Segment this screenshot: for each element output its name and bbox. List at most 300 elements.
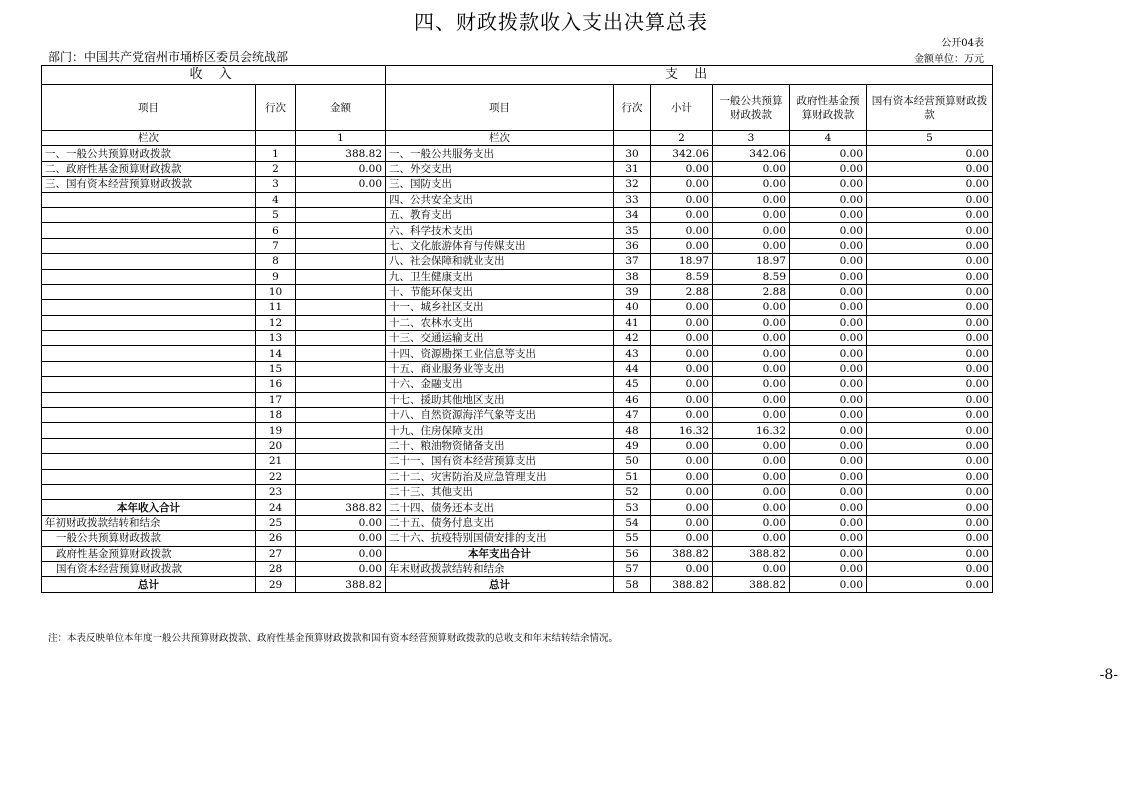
expense-line-cell: 30 [614,146,651,161]
general-budget-cell: 0.00 [713,223,790,238]
state-capital-budget-cell: 0.00 [867,423,993,438]
income-line-cell: 18 [256,408,296,423]
income-amount-cell [296,346,386,361]
income-item-cell [42,392,256,407]
lanci-col-3: 3 [713,131,790,146]
income-line-cell: 23 [256,484,296,499]
table-row [42,408,993,423]
income-item-cell [42,484,256,499]
table-row [42,423,993,438]
general-budget-cell: 0.00 [713,315,790,330]
expense-line-cell: 50 [614,454,651,469]
fund-budget-cell: 0.00 [790,177,867,192]
table-row [42,454,993,469]
subtotal-cell: 0.00 [651,223,713,238]
state-capital-budget-cell: 0.00 [867,192,993,207]
fund-budget-cell: 0.00 [790,146,867,161]
expense-line-cell: 54 [614,515,651,530]
income-line-cell: 15 [256,361,296,376]
income-item-cell: 总计 [42,577,256,592]
subtotal-cell: 0.00 [651,484,713,499]
state-capital-budget-cell: 0.00 [867,300,993,315]
fund-budget-cell: 0.00 [790,515,867,530]
income-amount-cell [296,438,386,453]
table-row [42,546,993,561]
expense-line-cell: 53 [614,500,651,515]
expense-line-cell: 31 [614,161,651,176]
amount-unit-label: 金额单位：万元 [914,54,984,65]
header-expense-item: 项目 [386,85,614,131]
department-label: 部门：中国共产党宿州市埇桥区委员会统战部 [48,50,289,64]
subtotal-cell: 0.00 [651,315,713,330]
general-budget-cell: 0.00 [713,469,790,484]
lanci-col-1: 1 [296,131,386,146]
table-row [42,300,993,315]
income-item-cell: 一般公共预算财政拨款 [42,531,256,546]
subtotal-cell: 16.32 [651,423,713,438]
state-capital-budget-cell: 0.00 [867,269,993,284]
state-capital-budget-cell: 0.00 [867,315,993,330]
table-row [42,361,993,376]
expense-line-cell: 43 [614,346,651,361]
header-state-capital-budget: 国有资本经营预算财政拨款 [867,85,993,131]
income-line-cell: 13 [256,331,296,346]
income-amount-cell [296,408,386,423]
state-capital-budget-cell: 0.00 [867,392,993,407]
expense-item-cell: 十三、交通运输支出 [386,331,614,346]
expense-item-cell: 二十五、债务付息支出 [386,515,614,530]
expense-item-cell: 二十三、其他支出 [386,484,614,499]
expense-item-cell: 一、一般公共服务支出 [386,146,614,161]
lanci-blank-left [256,131,296,146]
table-row [42,254,993,269]
table-row [42,315,993,330]
fund-budget-cell: 0.00 [790,454,867,469]
general-budget-cell: 388.82 [713,546,790,561]
income-item-cell: 政府性基金预算财政拨款 [42,546,256,561]
income-item-cell [42,454,256,469]
income-line-cell: 27 [256,546,296,561]
subtotal-cell: 342.06 [651,146,713,161]
subtotal-cell: 0.00 [651,192,713,207]
general-budget-cell: 8.59 [713,269,790,284]
income-amount-cell [296,454,386,469]
expense-line-cell: 41 [614,315,651,330]
general-budget-cell: 0.00 [713,561,790,576]
income-line-cell: 16 [256,377,296,392]
expense-item-cell: 本年支出合计 [386,546,614,561]
general-budget-cell: 0.00 [713,331,790,346]
income-line-cell: 25 [256,515,296,530]
income-item-cell: 国有资本经营预算财政拨款 [42,561,256,576]
income-item-cell [42,300,256,315]
expense-item-cell: 十五、商业服务业等支出 [386,361,614,376]
income-amount-cell [296,192,386,207]
general-budget-cell: 0.00 [713,161,790,176]
income-line-cell: 12 [256,315,296,330]
income-line-cell: 11 [256,300,296,315]
general-budget-cell: 16.32 [713,423,790,438]
lanci-blank-right [614,131,651,146]
income-amount-cell [296,223,386,238]
header-fund-budget: 政府性基金预算财政拨款 [790,85,867,131]
expense-item-cell: 八、社会保障和就业支出 [386,254,614,269]
subtotal-cell: 0.00 [651,561,713,576]
income-amount-cell: 0.00 [296,177,386,192]
income-amount-cell [296,377,386,392]
expense-line-cell: 49 [614,438,651,453]
general-budget-cell: 0.00 [713,392,790,407]
table-row [42,223,993,238]
income-line-cell: 6 [256,223,296,238]
general-budget-cell: 0.00 [713,238,790,253]
lanci-col-2: 2 [651,131,713,146]
state-capital-budget-cell: 0.00 [867,254,993,269]
income-line-cell: 26 [256,531,296,546]
income-line-cell: 1 [256,146,296,161]
subtotal-cell: 8.59 [651,269,713,284]
expense-line-cell: 32 [614,177,651,192]
expense-item-cell: 年末财政拨款结转和结余 [386,561,614,576]
form-number: 公开04表 [941,38,984,49]
expense-item-cell: 十一、城乡社区支出 [386,300,614,315]
section-header-row [42,66,993,85]
state-capital-budget-cell: 0.00 [867,484,993,499]
income-line-cell: 29 [256,577,296,592]
state-capital-budget-cell: 0.00 [867,561,993,576]
expense-line-cell: 55 [614,531,651,546]
income-line-cell: 20 [256,438,296,453]
expense-item-cell: 十八、自然资源海洋气象等支出 [386,408,614,423]
subtotal-cell: 18.97 [651,254,713,269]
expense-item-cell: 二十四、债务还本支出 [386,500,614,515]
income-item-cell [42,377,256,392]
finance-table [41,65,993,593]
fund-budget-cell: 0.00 [790,223,867,238]
income-section-header: 收 入 [42,66,386,85]
table-row [42,438,993,453]
general-budget-cell: 0.00 [713,454,790,469]
income-amount-cell: 0.00 [296,515,386,530]
state-capital-budget-cell: 0.00 [867,408,993,423]
table-row [42,392,993,407]
income-line-cell: 9 [256,269,296,284]
income-line-cell: 10 [256,284,296,299]
income-amount-cell: 0.00 [296,546,386,561]
income-item-cell [42,223,256,238]
page-number: -8- [1099,667,1118,683]
table-row [42,207,993,222]
state-capital-budget-cell: 0.00 [867,454,993,469]
lanci-col-5: 5 [867,131,993,146]
income-item-cell [42,254,256,269]
income-line-cell: 8 [256,254,296,269]
footnote: 注：本表反映单位本年度一般公共预算财政拨款、政府性基金预算财政拨款和国有资本经营预算财政拨款的总收支和年末结转结余情况。 [48,633,619,644]
expense-line-cell: 48 [614,423,651,438]
subtotal-cell: 0.00 [651,392,713,407]
fund-budget-cell: 0.00 [790,377,867,392]
table-row [42,161,993,176]
expense-item-cell: 三、国防支出 [386,177,614,192]
income-line-cell: 7 [256,238,296,253]
general-budget-cell: 0.00 [713,346,790,361]
income-amount-cell: 388.82 [296,500,386,515]
income-item-cell [42,269,256,284]
income-amount-cell [296,469,386,484]
expense-line-cell: 45 [614,377,651,392]
general-budget-cell: 0.00 [713,300,790,315]
income-line-cell: 21 [256,454,296,469]
income-amount-cell [296,315,386,330]
income-amount-cell [296,361,386,376]
income-amount-cell [296,331,386,346]
state-capital-budget-cell: 0.00 [867,577,993,592]
general-budget-cell: 0.00 [713,408,790,423]
expense-line-cell: 47 [614,408,651,423]
state-capital-budget-cell: 0.00 [867,531,993,546]
subtotal-cell: 0.00 [651,238,713,253]
income-item-cell [42,408,256,423]
fund-budget-cell: 0.00 [790,392,867,407]
income-amount-cell [296,300,386,315]
income-line-cell: 24 [256,500,296,515]
fund-budget-cell: 0.00 [790,192,867,207]
income-line-cell: 3 [256,177,296,192]
subtotal-cell: 0.00 [651,161,713,176]
fund-budget-cell: 0.00 [790,346,867,361]
expense-line-cell: 42 [614,331,651,346]
header-subtotal: 小计 [651,85,713,131]
income-item-cell: 本年收入合计 [42,500,256,515]
fund-budget-cell: 0.00 [790,284,867,299]
income-amount-cell: 0.00 [296,531,386,546]
income-amount-cell [296,284,386,299]
state-capital-budget-cell: 0.00 [867,331,993,346]
expense-line-cell: 36 [614,238,651,253]
income-line-cell: 2 [256,161,296,176]
page-title: 四、财政拨款收入支出决算总表 [414,10,708,34]
header-general-budget: 一般公共预算财政拨款 [713,85,790,131]
income-amount-cell [296,269,386,284]
table-row [42,146,993,161]
expense-item-cell: 总计 [386,577,614,592]
subtotal-cell: 0.00 [651,500,713,515]
subtotal-cell: 0.00 [651,300,713,315]
table-row [42,269,993,284]
expense-item-cell: 四、公共安全支出 [386,192,614,207]
state-capital-budget-cell: 0.00 [867,361,993,376]
fund-budget-cell: 0.00 [790,561,867,576]
table-row [42,177,993,192]
table-row [42,561,993,576]
table-row [42,531,993,546]
general-budget-cell: 0.00 [713,207,790,222]
table-row [42,515,993,530]
subtotal-cell: 0.00 [651,177,713,192]
income-amount-cell [296,254,386,269]
income-item-cell [42,438,256,453]
fund-budget-cell: 0.00 [790,423,867,438]
subtotal-cell: 0.00 [651,408,713,423]
general-budget-cell: 0.00 [713,531,790,546]
general-budget-cell: 18.97 [713,254,790,269]
general-budget-cell: 2.88 [713,284,790,299]
state-capital-budget-cell: 0.00 [867,500,993,515]
income-amount-cell [296,484,386,499]
income-amount-cell [296,238,386,253]
fund-budget-cell: 0.00 [790,577,867,592]
subtotal-cell: 0.00 [651,377,713,392]
subtotal-cell: 0.00 [651,346,713,361]
fund-budget-cell: 0.00 [790,438,867,453]
fund-budget-cell: 0.00 [790,469,867,484]
general-budget-cell: 0.00 [713,377,790,392]
expense-item-cell: 二十一、国有资本经营预算支出 [386,454,614,469]
subtotal-cell: 2.88 [651,284,713,299]
lanci-label-left: 栏次 [42,131,256,146]
expense-line-cell: 34 [614,207,651,222]
income-item-cell [42,207,256,222]
subtotal-cell: 388.82 [651,546,713,561]
expense-item-cell: 十九、住房保障支出 [386,423,614,438]
income-item-cell: 年初财政拨款结转和结余 [42,515,256,530]
income-line-cell: 28 [256,561,296,576]
fund-budget-cell: 0.00 [790,500,867,515]
table-row [42,192,993,207]
general-budget-cell: 0.00 [713,484,790,499]
state-capital-budget-cell: 0.00 [867,238,993,253]
income-amount-cell: 0.00 [296,161,386,176]
table-row [42,238,993,253]
state-capital-budget-cell: 0.00 [867,546,993,561]
income-amount-cell: 388.82 [296,577,386,592]
expense-item-cell: 十四、资源勘探工业信息等支出 [386,346,614,361]
income-line-cell: 19 [256,423,296,438]
expense-item-cell: 二十二、灾害防治及应急管理支出 [386,469,614,484]
income-item-cell [42,331,256,346]
subtotal-cell: 0.00 [651,454,713,469]
income-item-cell: 二、政府性基金预算财政拨款 [42,161,256,176]
fund-budget-cell: 0.00 [790,207,867,222]
expense-item-cell: 二十六、抗疫特别国债安排的支出 [386,531,614,546]
expense-line-cell: 33 [614,192,651,207]
general-budget-cell: 0.00 [713,438,790,453]
lanci-label-right: 栏次 [386,131,614,146]
fund-budget-cell: 0.00 [790,161,867,176]
income-item-cell [42,346,256,361]
fund-budget-cell: 0.00 [790,531,867,546]
income-item-cell [42,238,256,253]
subtotal-cell: 0.00 [651,531,713,546]
income-item-cell [42,469,256,484]
income-line-cell: 22 [256,469,296,484]
income-amount-cell [296,207,386,222]
expense-line-cell: 38 [614,269,651,284]
column-index-row [42,131,993,146]
state-capital-budget-cell: 0.00 [867,438,993,453]
expense-line-cell: 51 [614,469,651,484]
expense-line-cell: 40 [614,300,651,315]
expense-item-cell: 十、节能环保支出 [386,284,614,299]
income-line-cell: 4 [256,192,296,207]
fund-budget-cell: 0.00 [790,331,867,346]
table-row [42,500,993,515]
income-line-cell: 5 [256,207,296,222]
expense-line-cell: 58 [614,577,651,592]
fund-budget-cell: 0.00 [790,269,867,284]
expense-item-cell: 九、卫生健康支出 [386,269,614,284]
expense-item-cell: 六、科学技术支出 [386,223,614,238]
expense-item-cell: 七、文化旅游体育与传媒支出 [386,238,614,253]
income-item-cell [42,315,256,330]
state-capital-budget-cell: 0.00 [867,223,993,238]
subtotal-cell: 0.00 [651,207,713,222]
general-budget-cell: 0.00 [713,515,790,530]
expense-item-cell: 二十、粮油物资储备支出 [386,438,614,453]
general-budget-cell: 0.00 [713,361,790,376]
expense-line-cell: 37 [614,254,651,269]
expense-section-header: 支 出 [386,66,993,85]
fund-budget-cell: 0.00 [790,300,867,315]
income-item-cell [42,284,256,299]
general-budget-cell: 342.06 [713,146,790,161]
income-item-cell [42,423,256,438]
table-row [42,346,993,361]
fund-budget-cell: 0.00 [790,484,867,499]
income-item-cell [42,361,256,376]
state-capital-budget-cell: 0.00 [867,146,993,161]
expense-line-cell: 39 [614,284,651,299]
state-capital-budget-cell: 0.00 [867,515,993,530]
subtotal-cell: 0.00 [651,438,713,453]
fund-budget-cell: 0.00 [790,238,867,253]
income-item-cell [42,192,256,207]
fund-budget-cell: 0.00 [790,315,867,330]
table-row [42,484,993,499]
income-item-cell: 三、国有资本经营预算财政拨款 [42,177,256,192]
state-capital-budget-cell: 0.00 [867,177,993,192]
header-income-line: 行次 [256,85,296,131]
expense-item-cell: 十六、金融支出 [386,377,614,392]
state-capital-budget-cell: 0.00 [867,377,993,392]
subtotal-cell: 0.00 [651,361,713,376]
income-amount-cell: 0.00 [296,561,386,576]
table-row [42,377,993,392]
expense-line-cell: 52 [614,484,651,499]
expense-line-cell: 56 [614,546,651,561]
general-budget-cell: 0.00 [713,500,790,515]
header-income-item: 项目 [42,85,256,131]
state-capital-budget-cell: 0.00 [867,284,993,299]
income-amount-cell [296,423,386,438]
expense-item-cell: 二、外交支出 [386,161,614,176]
fund-budget-cell: 0.00 [790,408,867,423]
table-row [42,469,993,484]
lanci-col-4: 4 [790,131,867,146]
table-row [42,284,993,299]
income-line-cell: 17 [256,392,296,407]
expense-line-cell: 35 [614,223,651,238]
expense-item-cell: 十二、农林水支出 [386,315,614,330]
general-budget-cell: 388.82 [713,577,790,592]
expense-line-cell: 57 [614,561,651,576]
subtotal-cell: 388.82 [651,577,713,592]
header-income-amount: 金额 [296,85,386,131]
income-amount-cell: 388.82 [296,146,386,161]
state-capital-budget-cell: 0.00 [867,346,993,361]
expense-item-cell: 十七、援助其他地区支出 [386,392,614,407]
expense-line-cell: 46 [614,392,651,407]
